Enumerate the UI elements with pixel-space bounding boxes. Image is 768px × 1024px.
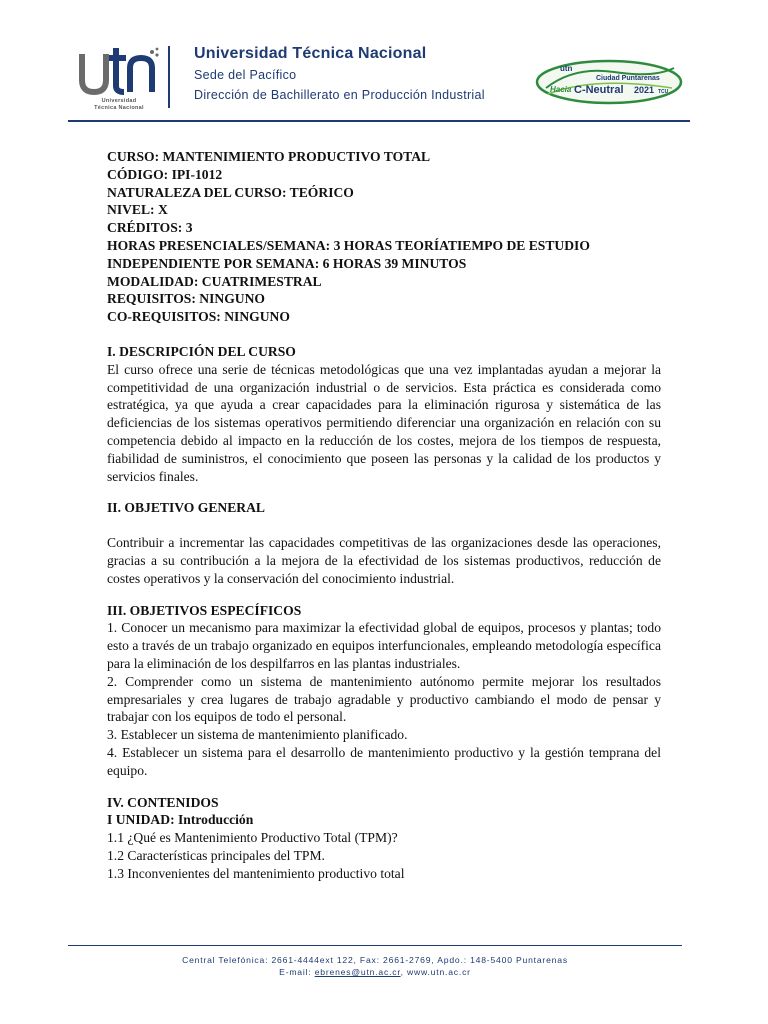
contenido-item: 1.3 Inconvenientes del mantenimiento productivo total xyxy=(107,865,405,881)
campus-name: Sede del Pacífico xyxy=(194,68,297,82)
logo-subtitle xyxy=(78,98,160,111)
meta-curso: CURSO: MANTENIMIENTO PRODUCTIVO TOTAL xyxy=(107,149,431,164)
objetivo-item: 3. Establecer un sistema de mantenimiento planificado. xyxy=(107,727,408,743)
logo-subtitle-line2: Técnica Nacional xyxy=(94,104,144,111)
meta-horas: HORAS PRESENCIALES/SEMANA: 3 HORAS TEORÍATIEMPO DE ESTUDIO INDEPENDIENTE POR SEMANA: 6 HORAS 39 MINUTOS xyxy=(107,237,590,271)
contenido-item: 1.1 ¿Qué es Mantenimiento Productivo Total (TPM)? xyxy=(107,830,398,846)
header-rule xyxy=(68,120,690,122)
page-footer xyxy=(68,954,682,978)
university-name: Universidad Técnica Nacional xyxy=(194,45,427,62)
section-title-objetivo-general: II. OBJETIVO GENERAL xyxy=(107,500,265,516)
section-title-objetivos-especificos: III. OBJETIVOS ESPECÍFICOS xyxy=(107,602,302,618)
meta-naturaleza: NATURALEZA DEL CURSO: TEÓRICO xyxy=(107,184,354,200)
footer-separator: , xyxy=(400,967,407,977)
meta-requisitos: REQUISITOS: NINGUNO xyxy=(107,291,266,307)
objetivo-item: 2. Comprender como un sistema de mantenimiento autónomo permite mejorar los resultados empresariales y crea lugares de trabajo agradable y productivo cambiando el modo de pensar y trabajar con los equipos de todo el personal. xyxy=(107,673,661,725)
section-title-contenidos: IV. CONTENIDOS xyxy=(107,794,219,810)
header-divider xyxy=(168,46,170,108)
c-neutral-badge xyxy=(534,58,684,106)
footer-web-line xyxy=(68,966,682,978)
section-title-descripcion: I. DESCRIPCIÓN DEL CURSO xyxy=(107,343,296,359)
badge-city-text: Ciudad Puntarenas xyxy=(596,75,660,82)
unit-title: I UNIDAD: Introducción xyxy=(107,812,254,828)
badge-hacia-text: Hacia xyxy=(550,85,572,94)
document-body xyxy=(107,148,661,882)
footer-website[interactable]: www.utn.ac.cr xyxy=(406,967,471,977)
footer-email-link[interactable]: ebrenes@utn.ac.cr xyxy=(314,967,401,977)
meta-nivel: NIVEL: X xyxy=(107,202,168,218)
objetivo-item: 4. Establecer un sistema para el desarrollo de mantenimiento productivo y la gestión temprana del equipo. xyxy=(107,744,661,778)
contenido-item: 1.2 Características principales del TPM. xyxy=(107,847,325,863)
descripcion-text: El curso ofrece una serie de técnicas metodológicas que una vez implantadas ayudan a mejorar la competitividad de una organización industrial o de servicios. Esta práctica es considerada como estratégica, ya que ayuda a crear capacidades para la eliminación rigurosa y sistemática de las deficiencias de los sistemas operativos permitiendo diferenciar una organización en relación con su competencia debido al impacto en la reducción de los costes, mejora de los tiempos de respuesta, fiabilidad de suministros, el conocimiento que poseen las personas y la calidad de los productos y servicios finales. xyxy=(107,361,661,484)
footer-email-label: E-mail: xyxy=(279,967,315,977)
page-header xyxy=(0,0,768,122)
logo-subtitle-line1: Universidad xyxy=(101,98,137,104)
badge-tcu-text: TCU xyxy=(658,89,669,95)
meta-creditos: CRÉDITOS: 3 xyxy=(107,220,193,236)
badge-utn-text: utn xyxy=(560,64,573,73)
footer-rule xyxy=(68,945,682,946)
footer-contact: Central Telefónica: 2661-4444ext 122, Fax: 2661-2769, Apdo.: 148-5400 Puntarenas xyxy=(182,955,568,965)
meta-modalidad: MODALIDAD: CUATRIMESTRAL xyxy=(107,273,322,289)
meta-codigo: CÓDIGO: IPI-1012 xyxy=(107,166,223,182)
objetivo-item: 1. Conocer un mecanismo para maximizar la efectividad global de equipos, procesos y plantas; todo esto a través de un trabajo organizado en equipos interfuncionales, empleando metodología específica para la eliminación de los despilfarros en las plantas industriales. xyxy=(107,620,661,671)
badge-year-text: 2021 xyxy=(634,85,655,95)
badge-neutral-text: C-Neutral xyxy=(574,84,624,96)
meta-corequisitos: CO-REQUISITOS: NINGUNO xyxy=(107,309,290,325)
objetivo-general-text: Contribuir a incrementar las capacidades competitivas de las organizaciones desde las operaciones, gracias a su contribución a la mejora de la efectividad de los sistemas productivos, reducción de costes operativos y la conservación del conocimiento industrial. xyxy=(107,535,661,586)
department-name: Dirección de Bachillerato en Producción Industrial xyxy=(194,88,485,102)
course-metadata xyxy=(107,148,661,326)
